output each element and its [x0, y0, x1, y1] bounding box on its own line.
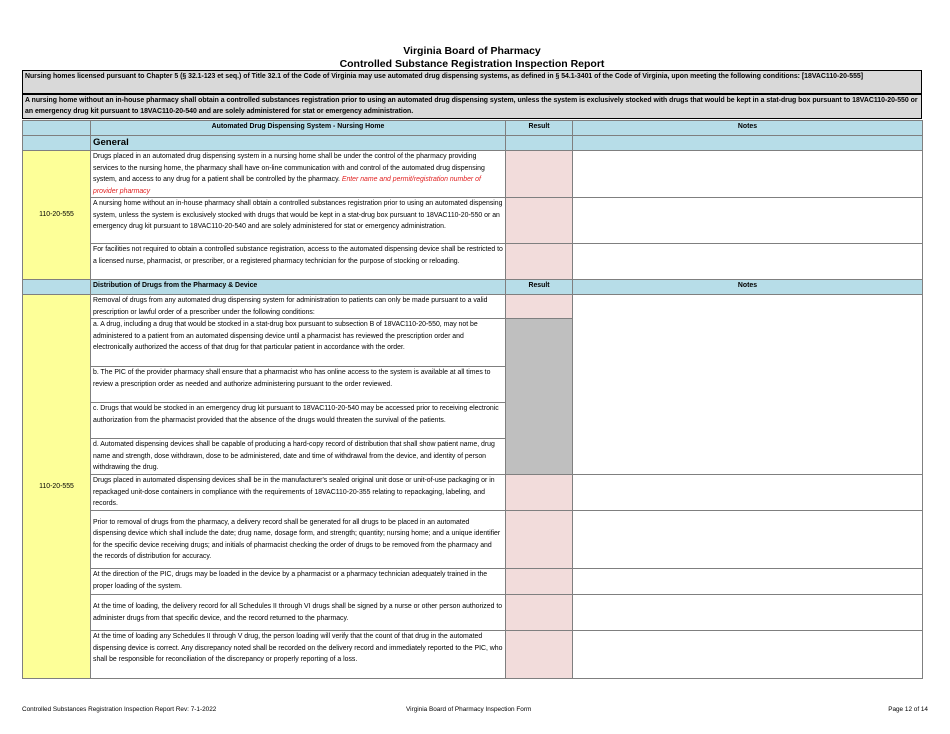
requirement-text: Drugs placed in an automated drug dispensing system in a nursing home shall be under the control of the pharmacy providing services to the nursing home, the pharmacy shall have on-line communication with and control of the automated drug dispensing system, and access to any drug for a patient shall be controlled by the pharmacy. Enter name and permit/registration number of provider pharmacy — [91, 151, 506, 198]
header-notes: Notes — [573, 280, 923, 295]
notes-cell[interactable] — [573, 595, 923, 631]
table-row — [23, 475, 923, 511]
result-cell[interactable] — [506, 244, 573, 280]
nursing-home-conditions-banner: Nursing homes licensed pursuant to Chapter 5 (§ 32.1-123 et seq.) of Title 32.1 of the Code of Virginia may use automated drug dispensing systems, as defined in § 54.1-3401 of the Code of Virginia, upon meeting the following conditions: [18VAC110-20-555] — [22, 70, 922, 94]
table-row — [23, 511, 923, 569]
result-cell[interactable] — [506, 475, 573, 511]
sub-condition-d: d. Automated dispensing devices shall be capable of producing a hard-copy record of distribution that shall show patient name, drug name and strength, dose withdrawn, dose to be administered, date and time of withdrawal from the device, and identity of person withdrawing the drug. — [91, 439, 506, 475]
provider-pharmacy-note: Enter name and permit/registration number of provider pharmacy — [93, 176, 481, 195]
result-cell[interactable] — [506, 511, 573, 569]
notes-cell[interactable] — [573, 198, 923, 244]
section-code: 110-20-555 — [23, 151, 91, 280]
result-cell[interactable] — [506, 198, 573, 244]
sub-condition-c: c. Drugs that would be stocked in an emergency drug kit pursuant to 18VAC110-20-540 may be accessed prior to receiving electronic authorization from the pharmacist provided that the absence of the drugs would threaten the survival of the patients. — [91, 403, 506, 439]
table-row — [23, 631, 923, 679]
requirement-text: At the time of loading, the delivery record for all Schedules II through VI drugs shall be signed by a nurse or other person authorized to administer drugs from that specific device, and the record returned to the pharmacy. — [91, 595, 506, 631]
result-cell-disabled — [506, 319, 573, 475]
requirement-text: Drugs placed in automated dispensing devices shall be in the manufacturer's sealed original unit dose or unit-of-use packaging or in repackaged unit-dose containers in compliance with the requirements of 18VAC110-20-355 relating to repackaging, labeling, and records. — [91, 475, 506, 511]
sub-condition-b: b. The PIC of the provider pharmacy shall ensure that a pharmacist who has online access to the system is available at all times to review a prescription order as needed and authorize administering pursuant to the order reviewed. — [91, 367, 506, 403]
notes-cell[interactable] — [573, 244, 923, 280]
notes-cell[interactable] — [573, 295, 923, 475]
header-result: Result — [506, 121, 573, 136]
general-row — [23, 136, 923, 151]
table-row — [23, 595, 923, 631]
header-section-title: Automated Drug Dispensing System - Nursing Home — [91, 121, 506, 136]
notes-cell[interactable] — [573, 151, 923, 198]
result-cell[interactable] — [506, 151, 573, 198]
report-title: Controlled Substance Registration Inspection Report — [339, 58, 605, 70]
table-row — [23, 244, 923, 280]
section-code: 110-20-555 — [23, 295, 91, 679]
header-notes: Notes — [573, 121, 923, 136]
requirement-text: For facilities not required to obtain a controlled substance registration, access to the automated dispensing device shall be restricted to a licensed nurse, pharmacist, or prescriber, or a registered pharmacy technician for the purpose of stocking or reloading. — [91, 244, 506, 280]
requirement-text: At the direction of the PIC, drugs may be loaded in the device by a pharmacist or a pharmacy technician adequately trained in the proper loading of the system. — [91, 569, 506, 595]
header-blank — [23, 121, 91, 136]
notes-cell[interactable] — [573, 569, 923, 595]
inspection-table — [22, 120, 923, 679]
registration-requirement-banner: A nursing home without an in-house pharmacy shall obtain a controlled substances registration prior to using an automated drug dispensing system, unless the system is exclusively stocked with drugs that would be kept in a stat-drug box pursuant to 18VAC110-20-550 or an emergency drug kit pursuant to 18VAC110-20-540 and are solely administered for stat or emergency administration. — [22, 94, 922, 119]
requirement-text: Prior to removal of drugs from the pharmacy, a delivery record shall be generated for all drugs to be placed in an automated dispensing device which shall include the date; drug name, dosage form, and strength; quantity; nursing home; and a unique identifier for the specific device receiving drugs; and initials of pharmacist checking the order of drugs to be removed from the pharmacy and the records of distribution for accuracy. — [91, 511, 506, 569]
header-result: Result — [506, 280, 573, 295]
table-header-row — [23, 121, 923, 136]
table-row — [23, 569, 923, 595]
footer-page-number: Page 12 of 14 — [888, 706, 928, 713]
result-cell[interactable] — [506, 569, 573, 595]
requirement-text: A nursing home without an in-house pharmacy shall obtain a controlled substances registration prior to using an automated dispensing system, unless the system is exclusively stocked with drugs that would be kept in a stat-drug box pursuant to 18VAC110-20-550 or an emergency drug kit pursuant to 18VAC110-20-540 and are solely administered for stat or emergency administration. — [91, 198, 506, 244]
result-cell[interactable] — [506, 631, 573, 679]
result-cell[interactable] — [506, 595, 573, 631]
requirement-text: At the time of loading any Schedules II through V drug, the person loading will verify that the count of that drug in the automated dispensing device is correct. Any discrepancy noted shall be recorded on the delivery record and immediately reported to the PIC, who shall be responsible for reconciliation of the discrepancy or properly reporting of a loss. — [91, 631, 506, 679]
footer-revision: Controlled Substances Registration Inspection Report Rev: 7-1-2022 — [22, 706, 217, 713]
header-section-title: Distribution of Drugs from the Pharmacy & Device — [91, 280, 506, 295]
notes-cell[interactable] — [573, 511, 923, 569]
table-row — [23, 198, 923, 244]
general-label: General — [91, 136, 506, 151]
table-header-row — [23, 280, 923, 295]
board-title: Virginia Board of Pharmacy — [403, 45, 541, 57]
notes-cell[interactable] — [573, 631, 923, 679]
notes-cell[interactable] — [573, 475, 923, 511]
footer-form-name: Virginia Board of Pharmacy Inspection Form — [406, 706, 532, 713]
sub-condition-a: a. A drug, including a drug that would be stocked in a stat-drug box pursuant to subsection B of 18VAC110-20-550, may not be administered to a patient from an automated dispensing device until a pharmacist has reviewed the prescription order and electronically authorized the access of that drug for that particular patient in accordance with the order. — [91, 319, 506, 367]
result-cell[interactable] — [506, 295, 573, 319]
table-row — [23, 295, 923, 319]
table-row — [23, 151, 923, 198]
requirement-text: Removal of drugs from any automated drug dispensing system for administration to patients can only be made pursuant to a valid prescription or lawful order of a prescriber under the following conditions: — [91, 295, 506, 319]
